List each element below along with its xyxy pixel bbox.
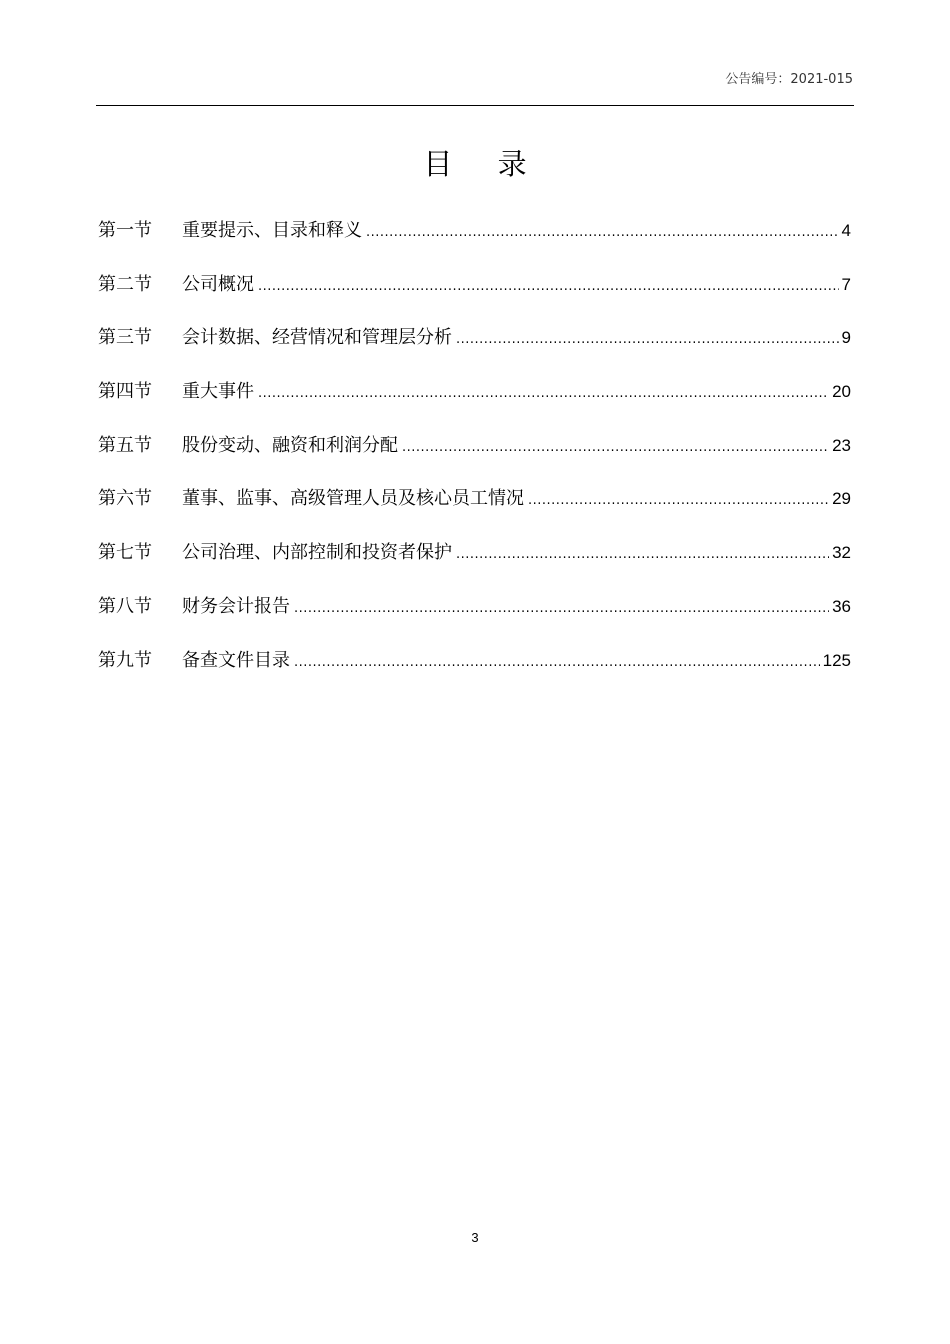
toc-section-number: 第七节 xyxy=(98,542,152,564)
toc-entry-1[interactable] xyxy=(98,215,851,269)
toc-dot-leader xyxy=(294,593,829,625)
toc-page-number: 36 xyxy=(832,596,851,616)
footer-page-number: 3 xyxy=(471,1230,479,1245)
toc-section-number: 第二节 xyxy=(98,273,152,295)
toc-page-number: 9 xyxy=(841,328,851,348)
toc-entry-9[interactable] xyxy=(98,645,851,699)
toc-entry-6[interactable] xyxy=(98,483,851,537)
toc-dot-leader xyxy=(258,378,829,410)
toc-page-number: 4 xyxy=(841,221,851,240)
header-divider xyxy=(96,105,854,106)
toc-dot-leader xyxy=(402,432,829,464)
toc-section-title: 股份变动、融资和利润分配 xyxy=(182,434,398,456)
toc-section-title: 公司治理、内部控制和投资者保护 xyxy=(182,542,452,564)
toc-entry-3[interactable] xyxy=(98,322,851,376)
toc-section-title: 备查文件目录 xyxy=(182,649,290,671)
toc-page-number: 7 xyxy=(841,274,851,294)
toc-section-number: 第一节 xyxy=(98,220,152,241)
toc-page-number: 23 xyxy=(832,435,851,455)
announcement-number: 公告编号：2021-015 xyxy=(725,72,853,87)
toc-page-number: 29 xyxy=(832,489,851,509)
toc-section-number: 第五节 xyxy=(98,434,152,456)
toc-page-number: 125 xyxy=(822,650,851,670)
toc-section-title: 董事、监事、高级管理人员及核心员工情况 xyxy=(182,488,524,510)
toc-section-number: 第四节 xyxy=(98,381,152,403)
toc-section-title: 会计数据、经营情况和管理层分析 xyxy=(182,327,452,349)
toc-dot-leader xyxy=(456,324,839,356)
toc-section-number: 第三节 xyxy=(98,327,152,349)
toc-page-number: 20 xyxy=(832,382,851,402)
toc-section-number: 第八节 xyxy=(98,595,152,617)
toc-page-number: 32 xyxy=(832,543,851,563)
toc-dot-leader xyxy=(456,539,829,571)
page-title: 目 录 xyxy=(423,147,545,181)
toc-dot-leader xyxy=(366,217,839,249)
toc-section-number: 第九节 xyxy=(98,649,152,671)
toc-section-title: 重要提示、目录和释义 xyxy=(182,220,362,241)
toc-section-number: 第六节 xyxy=(98,488,152,510)
toc-section-title: 公司概况 xyxy=(182,273,254,295)
toc-entry-8[interactable] xyxy=(98,591,851,645)
toc-section-title: 财务会计报告 xyxy=(182,595,290,617)
table-of-contents xyxy=(98,215,851,698)
toc-dot-leader xyxy=(258,271,839,303)
toc-entry-4[interactable] xyxy=(98,376,851,430)
toc-dot-leader xyxy=(528,485,829,517)
toc-dot-leader xyxy=(294,647,820,679)
toc-entry-2[interactable] xyxy=(98,269,851,323)
toc-entry-7[interactable] xyxy=(98,537,851,591)
toc-section-title: 重大事件 xyxy=(182,381,254,403)
toc-entry-5[interactable] xyxy=(98,430,851,484)
